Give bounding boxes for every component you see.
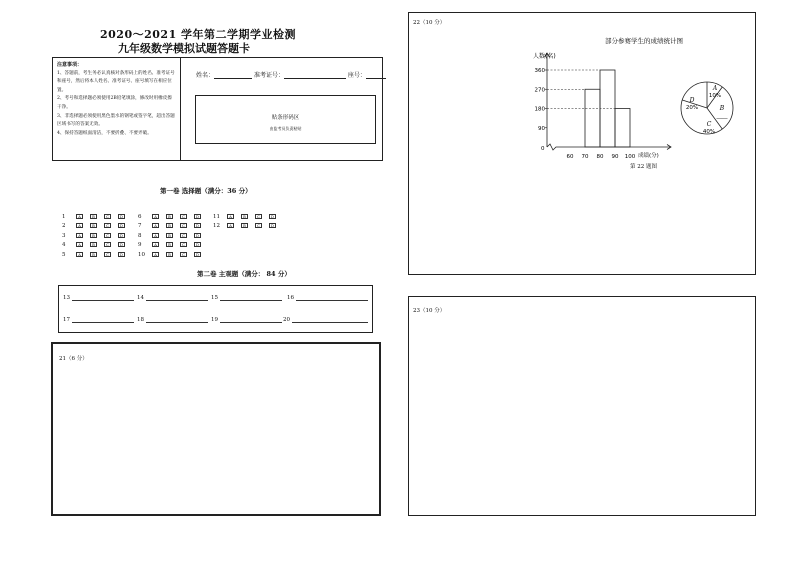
blank-19[interactable] [211, 316, 282, 323]
option-bubble[interactable]: D [269, 223, 276, 228]
x-tick-label: 70 [581, 154, 589, 160]
option-bubble[interactable]: A [152, 233, 159, 238]
question-number: 6 [138, 213, 142, 220]
blank-number: 14 [137, 295, 144, 301]
question-row [138, 222, 208, 229]
question-number: 5 [62, 251, 66, 258]
blank-14[interactable] [137, 294, 208, 301]
option-bubble[interactable]: C [104, 214, 111, 219]
exam-title: 2020～2021 学年第二学期学业检测 [100, 28, 297, 41]
barcode-subtitle: 由监考员负责粘贴 [269, 126, 302, 131]
part2-title: 第二卷 主观题（满分： 84 分） [197, 270, 291, 278]
option-bubble[interactable]: B [241, 214, 248, 219]
notice-item: 3、非选择题必须使用黑色墨水的钢笔或签字笔，超出答题区域书写的答案无效。 [57, 113, 175, 128]
blank-15[interactable] [211, 294, 282, 301]
option-bubble[interactable]: B [166, 233, 173, 238]
option-bubble[interactable]: B [90, 223, 97, 228]
y-tick-label: 270 [534, 87, 545, 94]
bar [615, 109, 630, 148]
blank-13[interactable] [63, 294, 134, 301]
q21-label: 21（6 分） [59, 356, 88, 362]
option-bubble[interactable]: A [76, 233, 83, 238]
blank-number: 13 [63, 295, 70, 301]
question-row [138, 251, 208, 258]
option-bubble[interactable]: A [152, 214, 159, 219]
blank-number: 20 [283, 317, 290, 323]
blank-16[interactable] [287, 294, 368, 301]
option-bubble[interactable]: B [166, 252, 173, 257]
notice-item: 4、保持答题纸面清洁，不要折叠、不要弄破。 [57, 130, 152, 136]
option-bubble[interactable]: A [152, 223, 159, 228]
option-bubble[interactable]: B [166, 214, 173, 219]
q22-label: 22（10 分） [413, 20, 446, 26]
blank-number: 15 [211, 295, 218, 301]
option-bubble[interactable]: D [194, 214, 201, 219]
blank-17[interactable] [63, 316, 134, 323]
option-bubble[interactable]: C [180, 214, 187, 219]
q23-answer-box[interactable] [408, 296, 756, 516]
question-number: 4 [62, 241, 66, 248]
notice-section [53, 58, 181, 160]
blank-number: 17 [63, 317, 70, 323]
question-row [213, 222, 283, 229]
option-bubble[interactable]: D [118, 252, 125, 257]
pie-slice-label: A [712, 85, 718, 92]
x-tick-label: 100 [624, 154, 636, 160]
y-tick-label: 180 [534, 106, 545, 113]
pie-slice-label: C [706, 121, 712, 128]
option-bubble[interactable]: A [76, 242, 83, 247]
x-tick-label: 60 [566, 154, 574, 160]
option-bubble[interactable]: C [180, 223, 187, 228]
x-tick-label: 0 [541, 146, 545, 152]
blank-number: 19 [211, 317, 218, 323]
question-number: 11 [213, 213, 220, 220]
info-panel [52, 57, 383, 161]
notice-title: 注意事项： [57, 62, 83, 68]
option-bubble[interactable]: D [118, 214, 125, 219]
question-row [62, 213, 132, 220]
x-tick-label: 80 [596, 154, 604, 160]
question-number: 8 [138, 232, 142, 239]
question-row [62, 241, 132, 248]
x-tick-label: 90 [611, 154, 619, 160]
option-bubble[interactable]: B [90, 242, 97, 247]
question-row [138, 241, 208, 248]
seat-field[interactable] [366, 72, 386, 79]
notice-item: 2、考号和选择题必须使用2B铅笔填涂，修改时用橡皮擦干净。 [57, 96, 172, 110]
name-field[interactable] [214, 72, 252, 79]
pie-slice-percent: 40% [702, 129, 716, 135]
option-bubble[interactable]: C [180, 252, 187, 257]
q22-figure [409, 13, 755, 213]
question-row [138, 213, 208, 220]
option-bubble[interactable]: C [104, 233, 111, 238]
question-number: 2 [62, 222, 66, 229]
q22-answer-box[interactable] [408, 12, 756, 275]
barcode-title: 贴条形码区 [271, 115, 300, 121]
option-bubble[interactable]: B [90, 252, 97, 257]
question-row [62, 222, 132, 229]
q21-answer-box[interactable] [51, 342, 381, 516]
option-bubble[interactable]: A [152, 242, 159, 247]
option-bubble[interactable]: C [255, 223, 262, 228]
part1-title: 第一卷 选择题（满分：36 分） [160, 187, 252, 195]
question-row [62, 232, 132, 239]
option-bubble[interactable]: D [118, 233, 125, 238]
option-bubble[interactable]: D [118, 223, 125, 228]
chart-title: 部分参赛学生的成绩统计图 [605, 37, 683, 45]
y-tick-label: 90 [538, 125, 545, 132]
option-bubble[interactable]: D [118, 242, 125, 247]
fill-blank-box [58, 285, 373, 333]
option-bubble[interactable]: C [255, 214, 262, 219]
blank-number: 16 [287, 295, 294, 301]
x-axis-label: 成绩(分) [638, 153, 659, 159]
y-tick-label: 360 [534, 68, 545, 74]
name-label: 姓名： [196, 72, 215, 79]
option-bubble[interactable]: A [227, 214, 234, 219]
pie-slice-percent: ____ [716, 113, 728, 119]
option-bubble[interactable]: C [104, 223, 111, 228]
question-row [62, 251, 132, 258]
option-bubble[interactable]: D [194, 252, 201, 257]
pie-slice-percent: 20% [685, 105, 699, 111]
option-bubble[interactable]: C [180, 242, 187, 247]
pie-slice-label: D [689, 97, 695, 104]
y-axis-label: 人数(名) [533, 53, 556, 60]
option-bubble[interactable]: C [104, 242, 111, 247]
pie-slice-label: B [719, 105, 725, 112]
question-row [213, 213, 283, 220]
exam-id-label: 准考证号： [253, 72, 284, 79]
question-row [138, 232, 208, 239]
seat-label: 座号： [347, 72, 366, 79]
question-number: 10 [138, 251, 145, 258]
option-bubble[interactable]: A [76, 252, 83, 257]
blank-20[interactable] [283, 316, 368, 323]
option-bubble[interactable]: A [76, 214, 83, 219]
student-fields [196, 70, 386, 79]
option-bubble[interactable]: B [90, 233, 97, 238]
exam-id-field[interactable] [284, 72, 346, 79]
option-bubble[interactable]: B [90, 214, 97, 219]
option-bubble[interactable]: B [166, 242, 173, 247]
option-bubble[interactable]: C [180, 233, 187, 238]
pie-slice-percent: 10% [708, 93, 722, 99]
question-number: 1 [62, 213, 66, 220]
blank-18[interactable] [137, 316, 208, 323]
option-bubble[interactable]: B [166, 223, 173, 228]
option-bubble[interactable]: D [194, 223, 201, 228]
answer-card-title: 九年级数学模拟试题答题卡 [118, 42, 250, 55]
bar [585, 89, 600, 147]
question-number: 9 [138, 241, 142, 248]
question-number: 12 [213, 222, 220, 229]
option-bubble[interactable]: B [241, 223, 248, 228]
barcode-area [195, 95, 376, 144]
q23-label: 23（10 分） [413, 308, 446, 314]
option-bubble[interactable]: A [76, 223, 83, 228]
figure-caption: 第 22 题图 [630, 164, 657, 170]
blank-number: 18 [137, 317, 144, 323]
question-number: 3 [62, 232, 66, 239]
notice-item: 1、答题前，考生务必认真核对条形码上的姓名、准考证号和座号，然后将本人姓名、准考证号、座号填写在相应位置。 [57, 70, 175, 93]
option-bubble[interactable]: C [104, 252, 111, 257]
option-bubble[interactable]: D [194, 242, 201, 247]
option-bubble[interactable]: D [194, 233, 201, 238]
option-bubble[interactable]: D [269, 214, 276, 219]
question-number: 7 [138, 222, 142, 229]
option-bubble[interactable]: A [227, 223, 234, 228]
option-bubble[interactable]: A [152, 252, 159, 257]
